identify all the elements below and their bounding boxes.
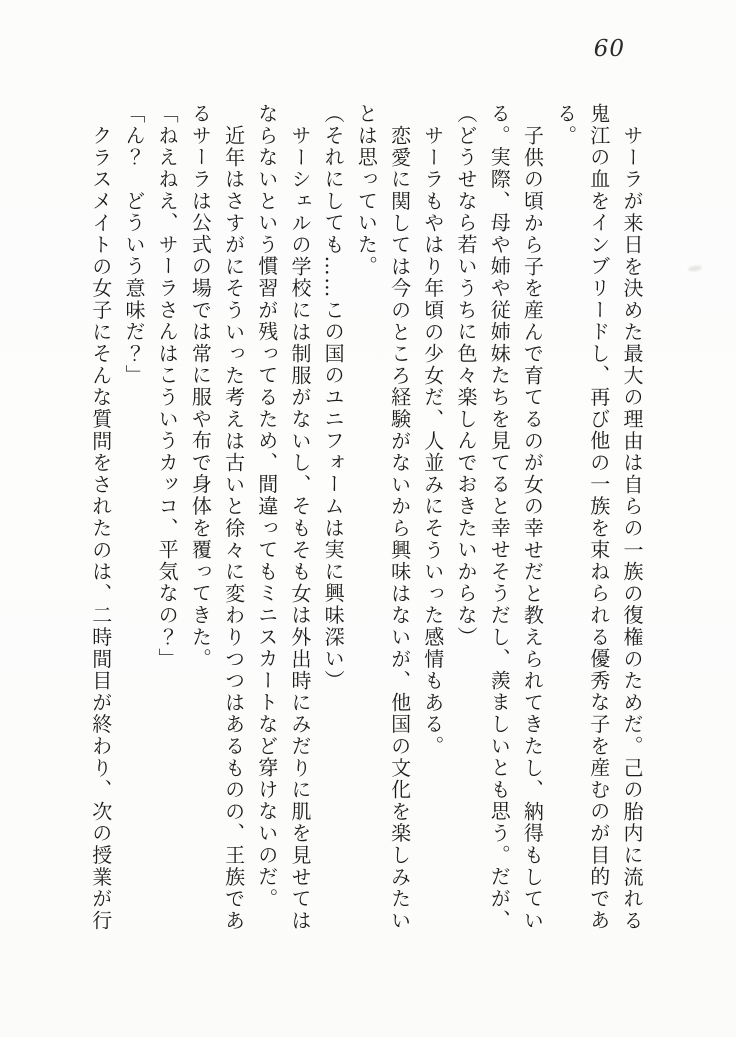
paragraph: 子供の頃から子を産んで育てるのが女の幸せだと教えられてきたし、納得もしている。実際、母や姉や従姉妹たちを見てると幸せそうだし、羨ましいとも思う。だが、 [487,103,545,932]
paragraph-dialogue: 「ねえねえ、サーラさんはこういうカッコ、平気なの？」 [155,103,180,670]
paragraph: 近年はさすがにそういった考えは古いと徐々に変わりつつはあるものの、王族であるサーラは公式の場では常に服や布で身体を覆ってきた。 [188,103,246,932]
page-number: 60 [593,36,625,62]
paragraph: 恋愛に関しては今のところ経験がないから興味はないが、他国の文化を楽しみたいとは思っていた。 [354,103,412,932]
scan-smudge [688,265,703,272]
paragraph: サーラが来日を決めた最大の理由は自らの一族の復権のためだ。己の胎内に流れる鬼江の血をインブリードし、再び他の一族を束ねられる優秀な子を産むのが目的である。 [553,103,644,932]
paragraph-dialogue: 「ん？ どういう意味だ？」 [121,103,146,387]
paragraph-thought: （それにしても……この国のユニフォームは実に興味深い） [321,103,346,692]
paragraph-thought: （どうせなら若いうちに色々楽しんでおきたいからな） [453,103,478,648]
paragraph: サーシェルの学校には制服がないし、そもそも女は外出時にみだりに肌を見せてはならないという慣習が残ってるため、間違ってもミニスカートなど穿けないのだ。 [254,103,312,932]
paragraph: クラスメイトの女子にそんな質問をされたのは、二時間目が終わり、次の授業が行 [88,124,113,932]
vertical-text-block [82,103,648,935]
paragraph: サーラもやはり年頃の少女だ、人並みにそういった感情もある。 [420,124,445,757]
